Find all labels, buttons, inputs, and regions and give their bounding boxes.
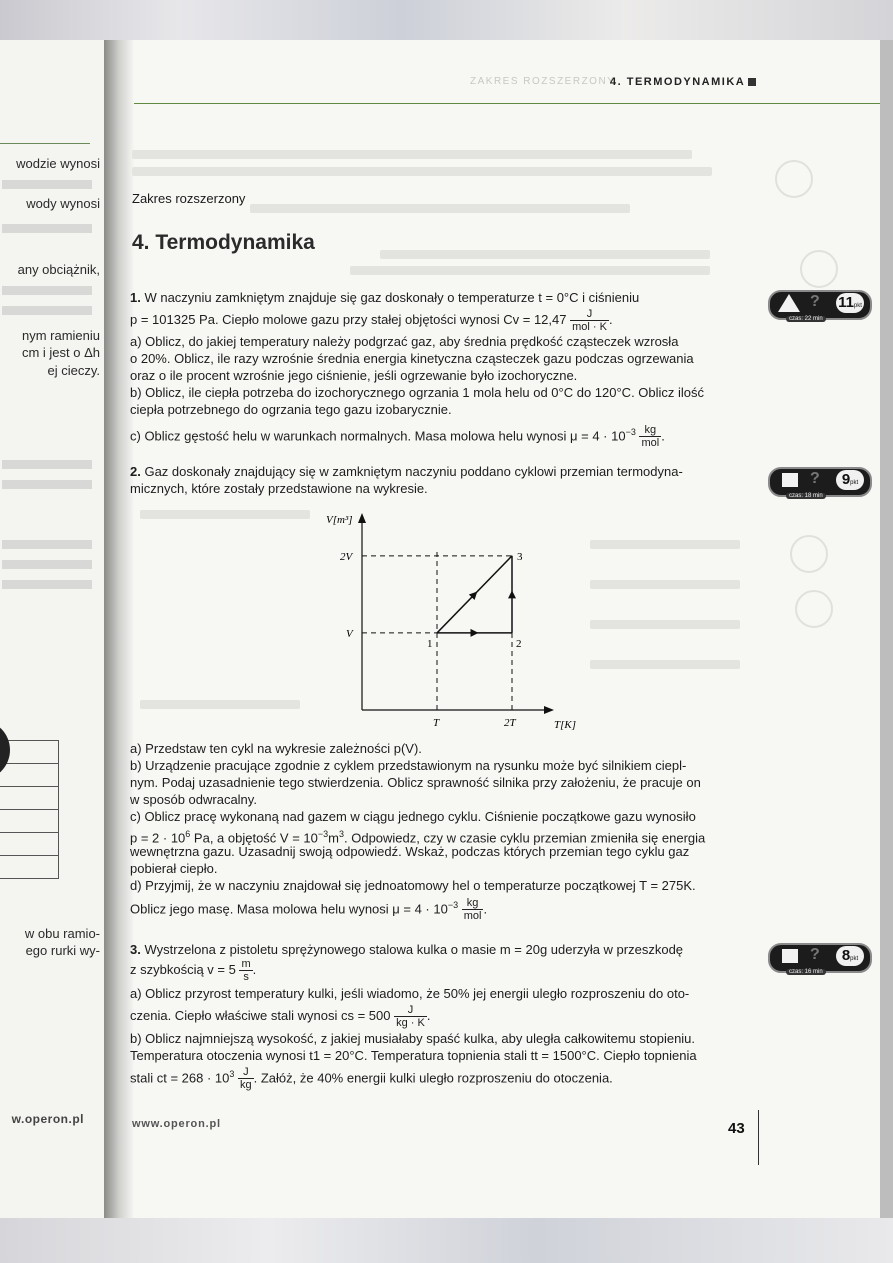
table-cell <box>0 832 59 856</box>
problem-number: 3. <box>130 942 141 957</box>
bleed-text <box>132 167 712 176</box>
left-fragment: nym ramieniu <box>21 328 100 343</box>
bleed-circle <box>795 590 833 628</box>
scan-top-strip <box>0 0 893 40</box>
scope-label: Zakres rozszerzony <box>132 191 246 206</box>
left-page <box>0 40 104 1220</box>
bleed-text <box>590 540 740 549</box>
left-fragment: wodzie wynosi <box>16 156 100 171</box>
points-badge: ? 9pkt czas: 18 min <box>768 467 872 497</box>
scan-bottom-strip <box>0 1218 893 1263</box>
y-axis-arrow <box>358 513 366 523</box>
header-rule <box>134 103 880 104</box>
page-title: 4. Termodynamika <box>132 231 315 254</box>
left-fragment: wody wynosi <box>26 196 100 211</box>
bleed-text <box>590 660 740 669</box>
bleed-text <box>132 150 692 159</box>
problem-3-b-cont: Temperatura otoczenia wynosi t1 = 20°C. Temperatura topnienia stali tt = 1500°C. Ciepło topnienia <box>130 1048 697 1063</box>
problem-1-a-cont: oraz o ile procent wzrośnie jego ciśnienie, jeśli ogrzewanie było izochoryczne. <box>130 368 578 383</box>
table-cell <box>0 809 59 833</box>
problem-1-intro: 1. W naczyniu zamkniętym znajduje się gaz doskonały o temperaturze t = 0°C i ciśnieniu <box>130 290 640 305</box>
problem-2-intro-cont: micznych, które zostały przedstawione na wykresie. <box>130 481 428 496</box>
left-website: w.operon.pl <box>11 1112 84 1126</box>
point-label: 2 <box>516 637 522 650</box>
point-label: 1 <box>427 637 433 650</box>
left-fragment: ego rurki wy- <box>25 943 100 958</box>
points-badge: ? 8pkt czas: 16 min <box>768 943 872 973</box>
fraction: $\frac{m}{s}$ <box>241 958 251 983</box>
page-number: 43 <box>728 1120 745 1137</box>
page-edge <box>880 40 893 1220</box>
y-axis-label: V[m³] <box>326 514 353 526</box>
problem-1-b-cont: ciepła potrzebnego do ogrzania tego gazu izobarycznie. <box>130 402 452 417</box>
square-icon <box>782 473 798 487</box>
table-cell <box>0 786 59 810</box>
footer-website: www.operon.pl <box>132 1118 221 1130</box>
bleed-text <box>380 250 710 259</box>
problem-2-b-cont: w sposób odwracalny. <box>130 792 257 807</box>
square-icon <box>782 949 798 963</box>
problem-2-c-cont: pobierał ciepło. <box>130 861 218 876</box>
bleed-circle <box>800 250 838 288</box>
fraction: $\frac{J}{kg \cdot K}$ <box>396 1004 425 1029</box>
ghost-text <box>2 224 92 233</box>
point-label: 3 <box>517 550 523 563</box>
problem-2-c: c) Oblicz pracę wykonaną nad gazem w ciągu jednego cyklu. Ciśnienie początkowe gazu wynosiło <box>130 809 696 824</box>
bleed-text <box>350 266 710 275</box>
fraction: $\frac{kg}{\text{mol}}$ <box>641 424 660 450</box>
page-number-rule <box>758 1110 759 1165</box>
problem-2-a: a) Przedstaw ten cykl na wykresie zależności p(V). <box>130 741 422 756</box>
fraction: $\frac{J}{kg}$ <box>240 1066 252 1092</box>
left-fragment: any obciążnik, <box>17 262 100 277</box>
left-fragment: ej cieczy. <box>47 363 100 378</box>
problem-1-b: b) Oblicz, ile ciepła potrzeba do izochorycznego ogrzania 1 mola helu od 0°C do 120°C. Oblicz ilość <box>130 385 705 400</box>
problem-3-a: a) Oblicz przyrost temperatury kulki, jeśli wiadomo, że 50% jej energii uległo rozproszeniu do oto- <box>130 986 690 1001</box>
ghost-text <box>2 286 92 295</box>
direction-arrow-2-3 <box>508 590 516 598</box>
problem-1-a-cont: o 20%. Oblicz, ile razy wzrośnie średnia energia kinetyczna cząsteczek gazu podczas ogrzewania <box>130 351 694 366</box>
table-cell <box>0 763 59 787</box>
y-tick-label: V <box>346 627 353 640</box>
bleed-text <box>250 204 630 213</box>
ghost-text <box>2 560 92 569</box>
bleed-text <box>140 510 310 519</box>
bleed-circle <box>790 535 828 573</box>
problem-3-b: b) Oblicz najmniejszą wysokość, z jakiej musiałaby spaść kulka, aby uległa całkowitemu stopieniu. <box>130 1031 696 1046</box>
problem-1-pressure: p = 101325 Pa. Ciepło molowe gazu przy stałej objętości wynosi Cv = 12,47 $\frac{J}{\text{mol · K}}$ . <box>130 308 613 333</box>
left-fragment: w obu ramio- <box>24 926 100 941</box>
problem-2-d-cont: Oblicz jego masę. Masa molowa helu wynosi $\mu = 4 \cdot 10^{-3}$ $\frac{kg}{\text{mol}}$ . <box>130 897 488 923</box>
section-header: 4. TERMODYNAMIKA <box>610 76 746 88</box>
fraction: $\frac{kg}{\text{mol}}$ <box>463 897 482 923</box>
left-page-rule <box>0 143 90 144</box>
problem-3-intro: 3. Wystrzelona z pistoletu sprężynowego stalowa kulka o masie m = 20g uderzyła w przeszkodę <box>130 942 684 957</box>
x-axis-label: T[K] <box>554 719 577 731</box>
table-cell <box>0 855 59 879</box>
y-tick-label: 2V <box>340 550 353 563</box>
ghost-text <box>2 480 92 489</box>
problem-1-c: c) Oblicz gęstość helu w warunkach normalnych. Masa molowa helu wynosi $\mu = 4 \cdot 10^{-3}$ $\frac{kg}{\text{mol}}$ . <box>130 424 665 450</box>
problem-2-b-cont: nym. Podaj uzasadnienie tego stwierdzenia. Oblicz sprawność silnika przy założeniu, że pracuje on <box>130 775 701 790</box>
problem-number: 1. <box>130 290 141 305</box>
problem-2-intro: 2. Gaz doskonały znajdujący się w zamkniętym naczyniu poddano cyklowi przemian termodyna- <box>130 464 683 479</box>
direction-arrow-1-2 <box>471 629 479 637</box>
bleed-circle <box>775 160 813 198</box>
x-tick-label: 2T <box>504 717 516 729</box>
ghost-text <box>2 180 92 189</box>
problem-3-a-cont: czenia. Ciepło właściwe stali wynosi cs = 500 $\frac{J}{kg \cdot K}$ . <box>130 1004 431 1029</box>
ghost-text <box>2 306 92 315</box>
left-fragment: cm i jest o Δh <box>21 345 100 360</box>
problem-2-c-cont: wewnętrzna gazu. Uzasadnij swoją odpowiedź. Wskaż, podczas których przemian tego cyklu gaz <box>130 844 690 859</box>
bleed-text <box>140 700 300 709</box>
problem-1-a: a) Oblicz, do jakiej temperatury należy podgrzać gaz, aby średnia prędkość cząsteczek wzrosła <box>130 334 679 349</box>
triangle-icon <box>778 294 800 312</box>
header-faded: ZAKRES ROZSZERZONY <box>470 76 616 87</box>
header-square-icon <box>748 78 756 86</box>
ghost-text <box>2 460 92 469</box>
ghost-text <box>2 580 92 589</box>
points-badge: ? 11pkt czas: 22 min <box>768 290 872 320</box>
problem-3-b-cont: stali ct = $268 \cdot 10^3$ $\frac{J}{kg}$ . Załóż, że 40% energii kulki uległo rozproszeniu do otoczenia. <box>130 1066 613 1092</box>
problem-2-b: b) Urządzenie pracujące zgodnie z cyklem przedstawionym na rysunku może być silnikiem ciepl- <box>130 758 687 773</box>
problem-2-c-values: $p = 2 \cdot 10^6$ Pa, a objętość $V = 10^{-3}m^3$. Odpowiedz, czy w czasie cyklu przemian zmieniła się energia <box>130 829 706 846</box>
fraction: $\frac{J}{\text{mol · K}}$ <box>572 308 607 333</box>
ghost-text <box>2 540 92 549</box>
v-t-cycle-chart <box>300 505 590 750</box>
bleed-text <box>590 580 740 589</box>
problem-3-intro-cont: z szybkością v = 5 $\frac{m}{s}$ . <box>130 958 257 983</box>
problem-2-d: d) Przyjmij, że w naczyniu znajdował się jednoatomowy hel o temperaturze początkowej T = 275K. <box>130 878 696 893</box>
x-tick-label: T <box>433 717 440 729</box>
problem-number: 2. <box>130 464 141 479</box>
x-axis-arrow <box>544 706 554 714</box>
bleed-text <box>590 620 740 629</box>
